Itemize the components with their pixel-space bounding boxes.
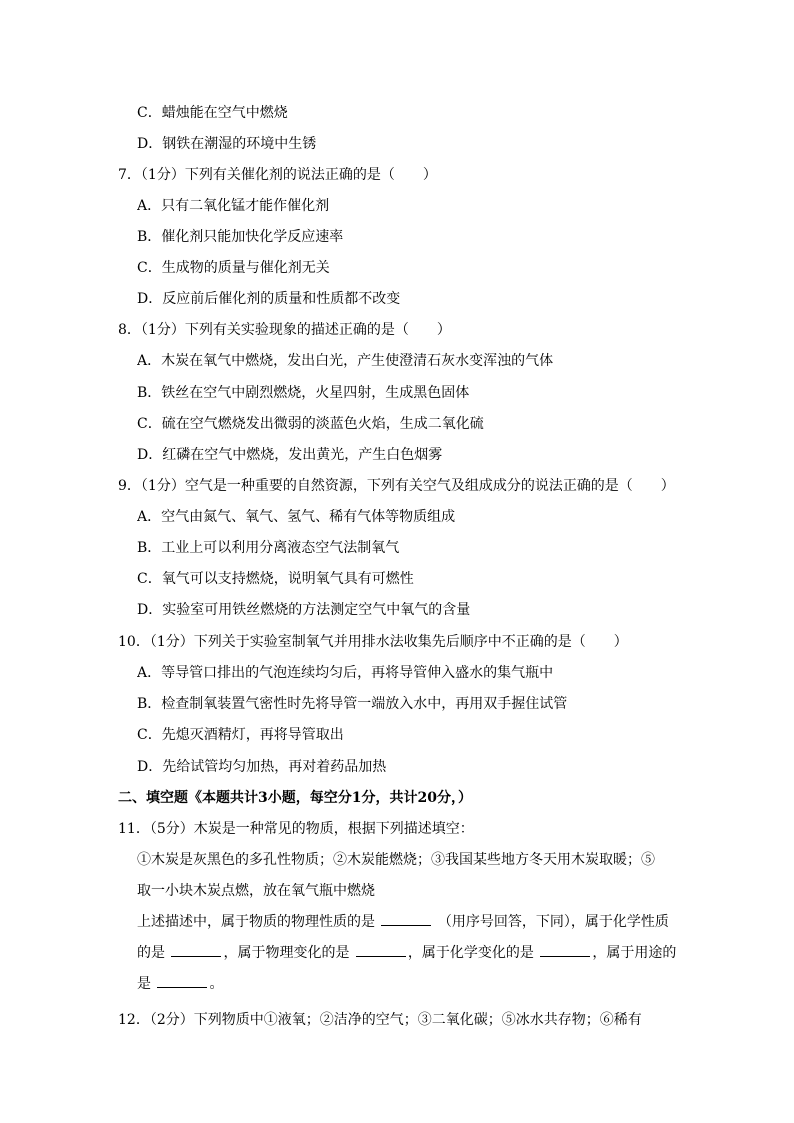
q10-option-d: D．先给试管均匀加热，再对着药品加热 — [137, 759, 387, 775]
q9-stem: 9．（1分）空气是一种重要的自然资源，下列有关空气及组成成分的说法正确的是（ ） — [118, 478, 675, 494]
q8-option-c: C．硫在空气燃烧发出微弱的淡蓝色火焰，生成二氧化硫 — [137, 416, 484, 432]
answer-blank-4[interactable] — [540, 942, 590, 957]
q10-option-c: C．先熄灭酒精灯，再将导管取出 — [137, 727, 344, 743]
q11-text-use: ，属于用途的 — [592, 945, 677, 961]
q7-stem: 7．（1分）下列有关催化剂的说法正确的是（ ） — [118, 167, 437, 183]
q9-option-d: D．实验室可用铁丝燃烧的方法测定空气中氧气的含量 — [137, 602, 471, 618]
q11-text-chemical-change: ，属于化学变化的是 — [407, 945, 534, 961]
q11-fill-line-2 — [137, 942, 697, 964]
q7-option-a: A．只有二氧化锰才能作催化剂 — [137, 198, 330, 214]
q7-option-d: D．反应前后催化剂的质量和性质都不改变 — [137, 291, 401, 307]
q11-fill-line-1 — [137, 911, 697, 933]
q7-option-c: C．生成物的质量与催化剂无关 — [137, 260, 330, 276]
q9-option-a: A．空气由氮气、氧气、氢气、稀有气体等物质组成 — [137, 509, 456, 525]
q11-description-line-2: 取一小块木炭点燃，放在氧气瓶中燃烧 — [137, 883, 375, 899]
answer-blank-2[interactable] — [171, 942, 221, 957]
q6-option-c: C．蜡烛能在空气中燃烧 — [137, 105, 288, 121]
q11-text-chemical-property: （用序号回答，下同），属于化学性质 — [437, 914, 669, 930]
q7-option-b: B．催化剂只能加快化学反应速率 — [137, 229, 344, 245]
q9-option-c: C．氧气可以支持燃烧，说明氧气具有可燃性 — [137, 571, 414, 587]
q11-text-physical-change: ，属于物理变化的是 — [223, 945, 350, 961]
q8-option-b: B．铁丝在空气中剧烈燃烧，火星四射，生成黑色固体 — [137, 385, 470, 401]
q9-option-b: B．工业上可以利用分离液态空气法制氧气 — [137, 540, 400, 556]
q10-stem: 10．（1分）下列关于实验室制氧气并用排水法收集先后顺序中不正确的是（ ） — [118, 634, 628, 650]
q11-text-de: 的是 — [137, 945, 165, 961]
q11-fill-line-3 — [137, 973, 697, 995]
q8-stem: 8．（1分）下列有关实验现象的描述正确的是（ ） — [118, 322, 451, 338]
q11-text-period: 。 — [209, 976, 224, 992]
answer-blank-5[interactable] — [157, 973, 207, 988]
q11-text-physical-property: 上述描述中，属于物质的物理性质的是 — [137, 914, 375, 930]
q6-option-d: D．钢铁在潮湿的环境中生锈 — [137, 136, 317, 152]
q11-description-line-1: ①木炭是灰黑色的多孔性物质；②木炭能燃烧；③我国某些地方冬天用木炭取暖；⑤ — [137, 852, 655, 868]
answer-blank-3[interactable] — [356, 942, 406, 957]
q10-option-a: A．等导管口排出的气泡连续均匀后，再将导管伸入盛水的集气瓶中 — [137, 665, 554, 681]
q8-option-d: D．红磷在空气中燃烧，发出黄光，产生白色烟雾 — [137, 447, 443, 463]
section-2-title: 二、填空题《本题共计3小题，每空分1分，共计20分，） — [118, 790, 472, 806]
q11-stem: 11．（5分）木炭是一种常见的物质，根据下列描述填空： — [118, 821, 474, 837]
q10-option-b: B．检查制氧装置气密性时先将导管一端放入水中，再用双手握住试管 — [137, 696, 568, 712]
q8-option-a: A．木炭在氧气中燃烧，发出白光，产生使澄清石灰水变浑浊的气体 — [137, 353, 554, 369]
answer-blank-1[interactable] — [381, 911, 431, 926]
q12-stem: 12．（2分）下列物质中①液氧；②洁净的空气；③二氧化碳；⑤冰水共存物；⑥稀有 — [118, 1012, 642, 1028]
q11-text-shi: 是 — [137, 976, 151, 992]
